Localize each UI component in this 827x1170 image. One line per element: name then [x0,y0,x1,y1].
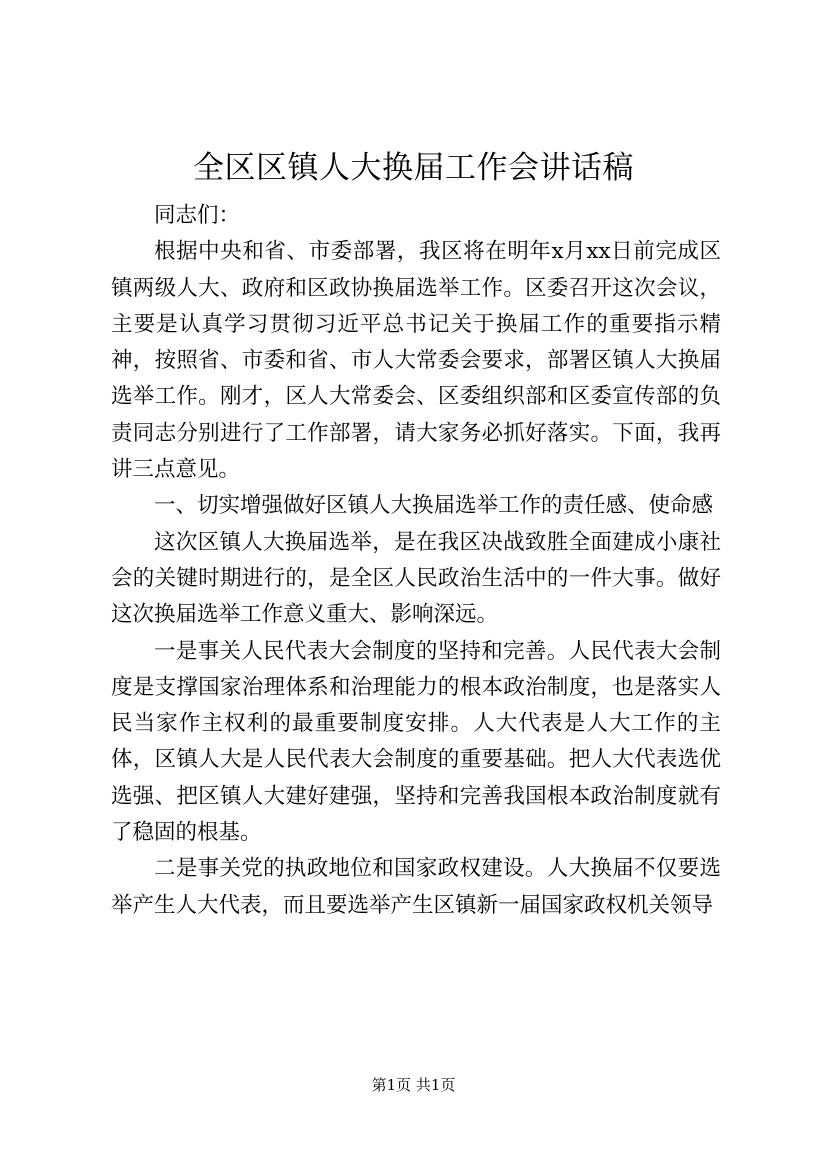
document-title: 全区区镇人大换届工作会讲话稿 [193,150,634,186]
paragraph-intro: 根据中央和省、市委部署，我区将在明年x月xx日前完成区镇两级人大、政府和区政协换届选举工作。区委召开这次会议，主要是认真学习贯彻习近平总书记关于换届工作的重要指示精神，按照省、市委和省、市人大常委会要求，部署区镇人大换届选举工作。刚才，区人大常委会、区委组织部和区委宣传部的负责同志分别进行了工作部署，请大家务必抓好落实。下面，我再讲三点意见。 [111,239,721,483]
salutation: 同志们： [154,203,241,228]
page-footer: 第1页 共1页 [371,1076,456,1094]
document-body [111,198,721,924]
paragraph: 这次区镇人大换届选举，是在我区决战致胜全面建成小康社会的关键时期进行的，是全区人民政治生活中的一件大事。做好这次换届选举工作意义重大、影响深远。 [111,529,721,628]
section-heading-1: 一、切实增强做好区镇人大换届选举工作的责任感、使命感 [154,493,714,519]
paragraph: 一是事关人民代表大会制度的坚持和完善。人民代表大会制度是支撑国家治理体系和治理能力的根本政治制度，也是落实人民当家作主权利的最重要制度安排。人大代表是人大工作的主体，区镇人大是人民代表大会制度的重要基础。把人大代表选优选强、把区镇人大建好建强，坚持和完善我国根本政治制度就有了稳固的根基。 [111,638,721,846]
paragraph: 二是事关党的执政地位和国家政权建设。人大换届不仅要选举产生人大代表，而且要选举产生区镇新一届国家政权机关领导 [111,856,721,918]
